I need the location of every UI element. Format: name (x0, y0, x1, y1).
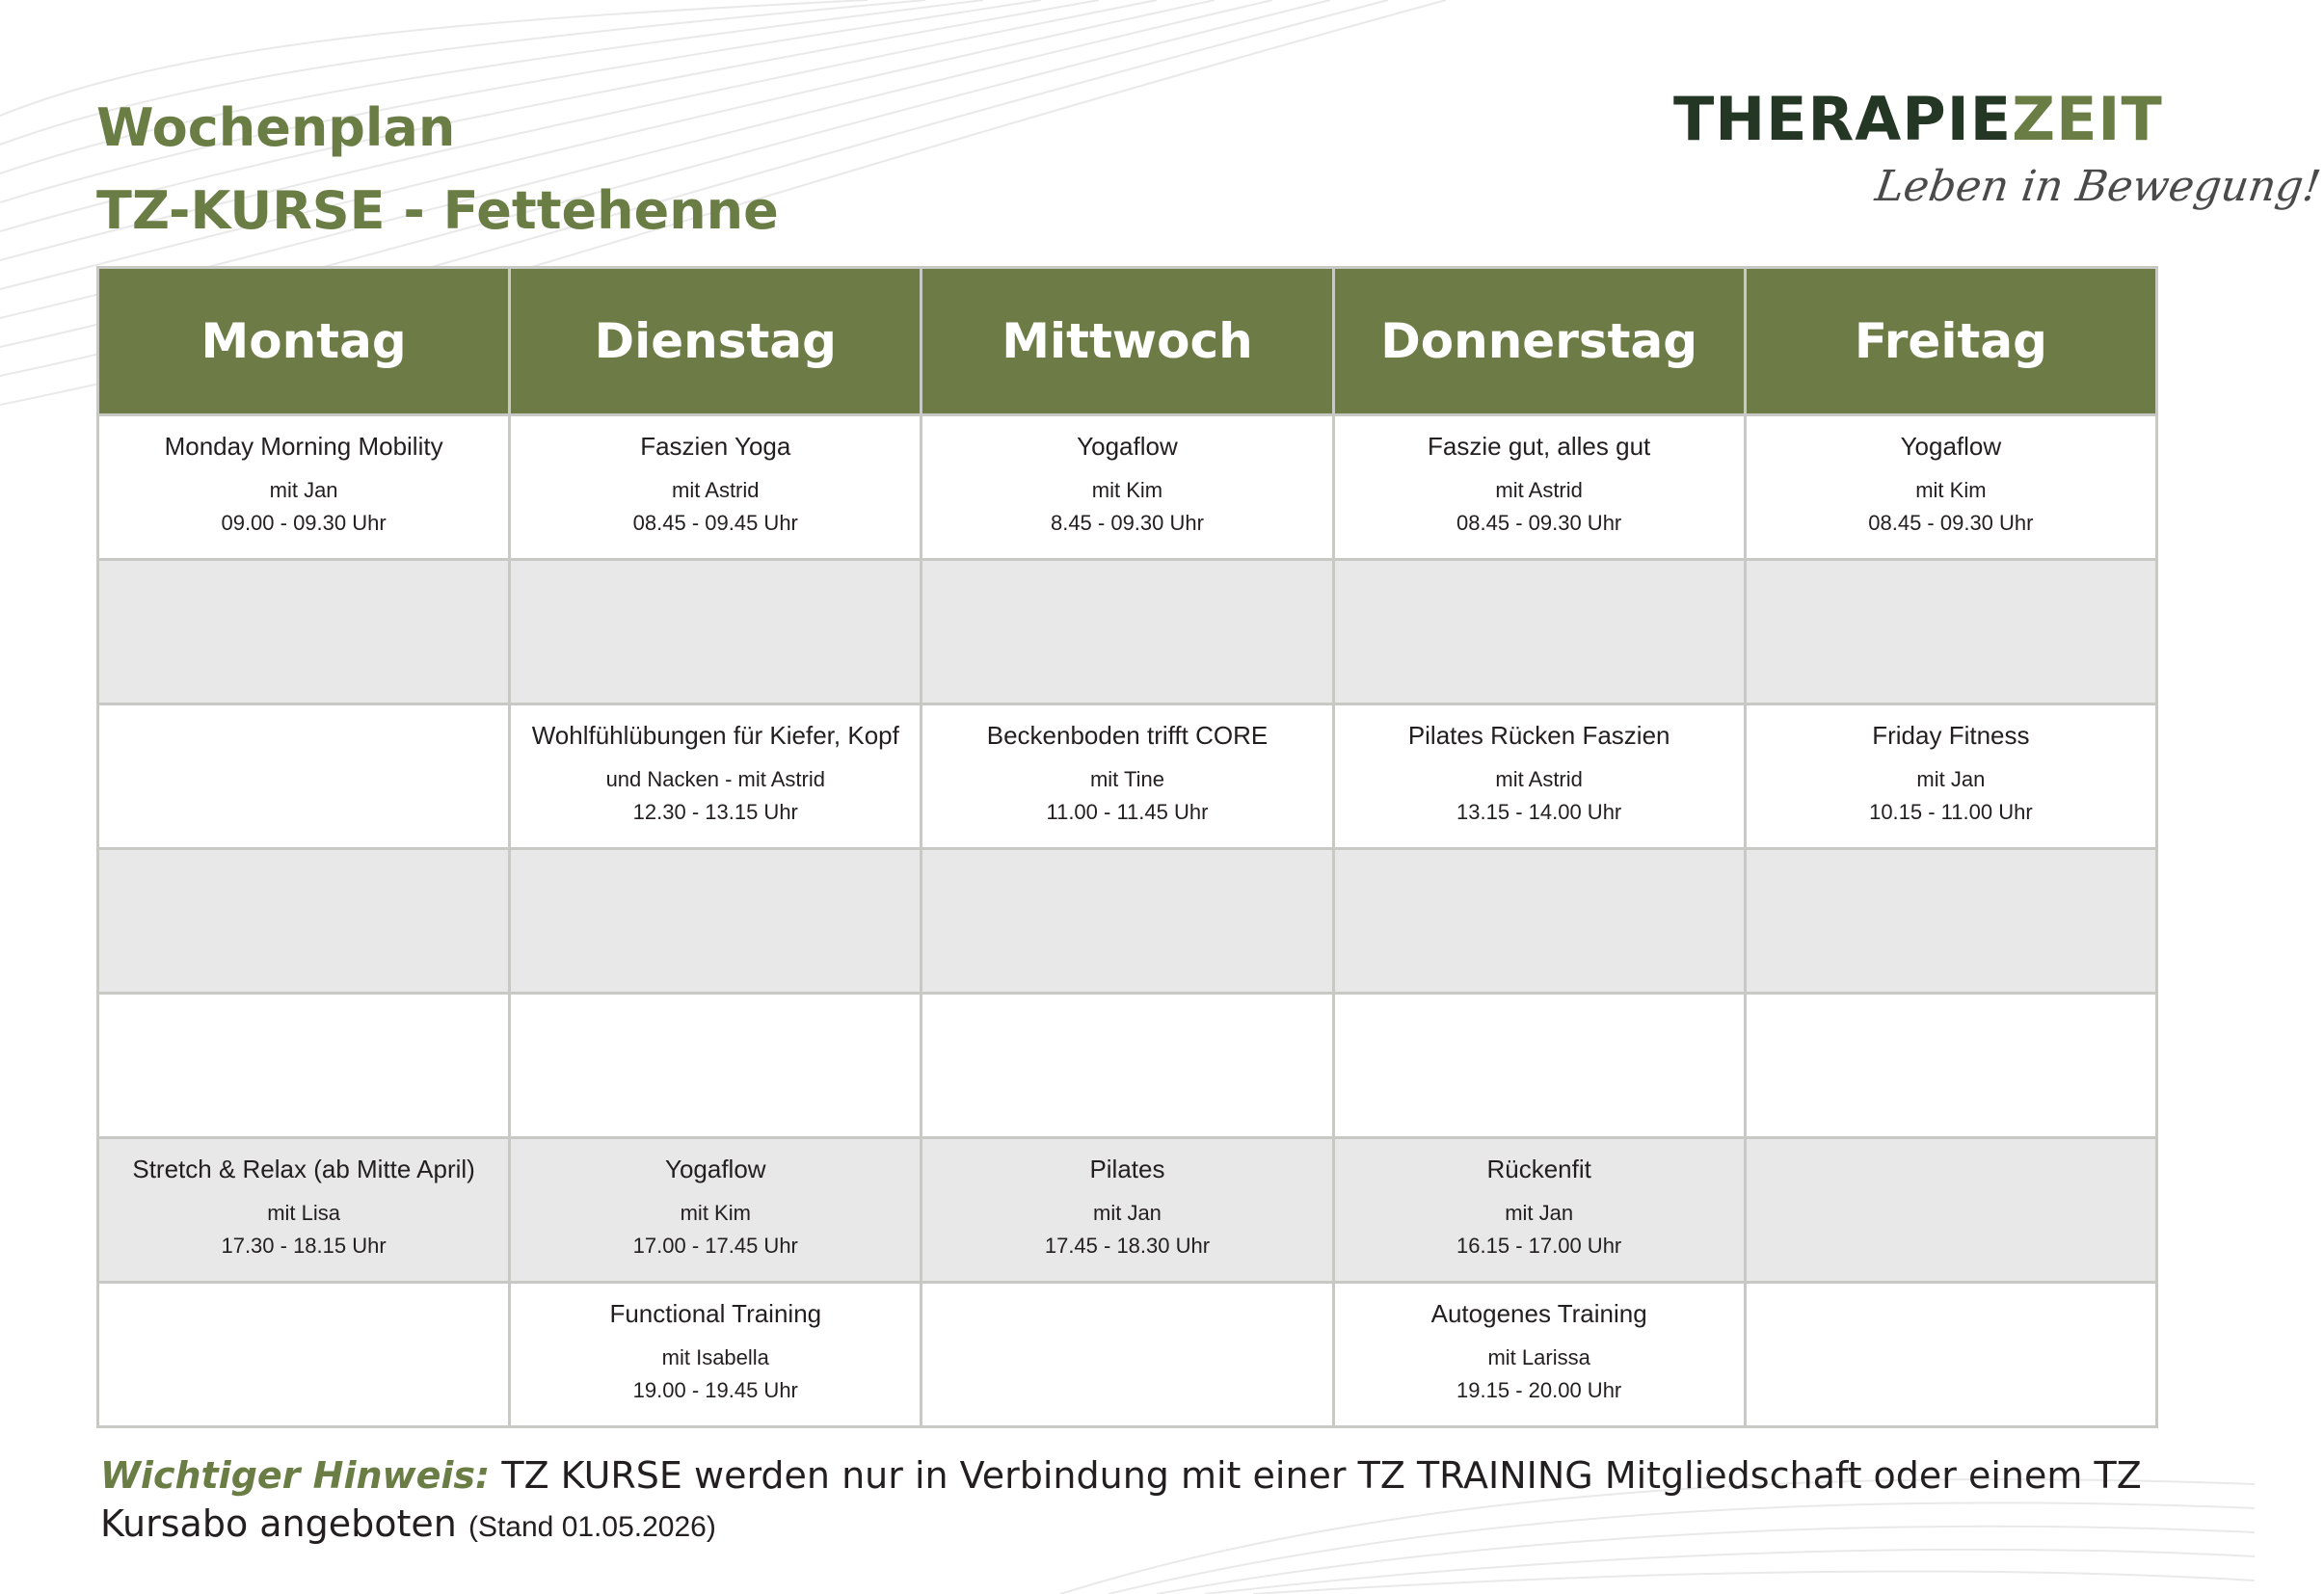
course-cell (922, 849, 1333, 994)
course-details (511, 1197, 920, 1262)
course-trainer: mit Jan (269, 478, 338, 502)
day-header-donnerstag: Donnerstag (1333, 268, 1745, 415)
course-name: Autogenes Training (1430, 1299, 1647, 1328)
schedule-row (98, 704, 2157, 849)
title-line-2: TZ-KURSE - Fettehenne (96, 180, 779, 241)
course-name: Faszie gut, alles gut (1428, 432, 1651, 461)
course-cell (98, 415, 510, 560)
course-details (1747, 763, 2155, 829)
course-time: 11.00 - 11.45 Uhr (1046, 800, 1209, 824)
schedule-row (98, 415, 2157, 560)
course-time: 09.00 - 09.30 Uhr (221, 511, 387, 535)
course-trainer: mit Jan (1505, 1201, 1574, 1225)
course-name: Rückenfit (1486, 1155, 1591, 1183)
course-details (511, 763, 920, 829)
course-details (922, 763, 1331, 829)
schedule-row (98, 994, 2157, 1138)
course-details (1335, 1197, 1744, 1262)
schedule-row (98, 1283, 2157, 1427)
logo-tagline: Leben in Bewegung! (1872, 162, 2324, 211)
course-details (1335, 474, 1744, 540)
course-time: 08.45 - 09.30 Uhr (1868, 511, 2034, 535)
course-time: 12.30 - 13.15 Uhr (632, 800, 798, 824)
course-trainer: mit Larissa (1487, 1345, 1590, 1369)
course-details (99, 1197, 508, 1262)
title-line-1: Wochenplan (96, 97, 456, 158)
course-trainer: mit Jan (1093, 1201, 1162, 1225)
note-stand-date: (Stand 01.05.2026) (467, 1511, 716, 1543)
course-cell (1745, 704, 2156, 849)
schedule-row (98, 1138, 2157, 1283)
course-name: Pilates Rücken Faszien (1407, 721, 1670, 750)
course-name: Yogaflow (1900, 432, 2002, 461)
course-time: 10.15 - 11.00 Uhr (1869, 800, 2033, 824)
course-cell (510, 849, 922, 994)
course-cell (1333, 415, 1745, 560)
logo-wordmark (1673, 85, 2163, 154)
course-name: Faszien Yoga (640, 432, 791, 461)
course-details (511, 1342, 920, 1407)
course-trainer: mit Jan (1916, 767, 1986, 791)
course-cell (1745, 1283, 2156, 1427)
course-cell (1333, 1283, 1745, 1427)
note-label: Wichtiger Hinweis: (100, 1454, 491, 1497)
course-name: Yogaflow (1077, 432, 1178, 461)
course-cell (922, 994, 1333, 1138)
important-note (100, 1451, 2173, 1552)
course-cell (510, 1283, 922, 1427)
course-cell (922, 415, 1333, 560)
course-details (1747, 474, 2155, 540)
course-name: Pilates (1089, 1155, 1165, 1183)
day-header-dienstag: Dienstag (510, 268, 922, 415)
course-cell (1745, 1138, 2156, 1283)
course-cell (1745, 994, 2156, 1138)
course-details (99, 474, 508, 540)
course-time: 17.30 - 18.15 Uhr (221, 1234, 387, 1258)
course-trainer: mit Astrid (1495, 478, 1583, 502)
course-cell (98, 849, 510, 994)
schedule-row (98, 849, 2157, 994)
course-details (922, 1197, 1331, 1262)
course-time: 08.45 - 09.30 Uhr (1456, 511, 1622, 535)
course-name: Monday Morning Mobility (164, 432, 443, 461)
course-cell (922, 1283, 1333, 1427)
course-time: 17.00 - 17.45 Uhr (632, 1234, 798, 1258)
course-time: 8.45 - 09.30 Uhr (1050, 511, 1204, 535)
course-cell (510, 704, 922, 849)
course-time: 17.45 - 18.30 Uhr (1044, 1234, 1211, 1258)
course-name: Wohlfühlübungen für Kiefer, Kopf (531, 721, 899, 750)
course-cell (1745, 415, 2156, 560)
course-trainer: mit Lisa (267, 1201, 340, 1225)
course-trainer: mit Tine (1089, 767, 1164, 791)
therapiezeit-logo (1673, 84, 2324, 229)
course-cell (1745, 560, 2156, 704)
course-time: 19.15 - 20.00 Uhr (1456, 1378, 1622, 1402)
course-cell (1333, 849, 1745, 994)
course-time: 13.15 - 14.00 Uhr (1456, 800, 1622, 824)
day-header-freitag: Freitag (1745, 268, 2156, 415)
schedule-body (98, 415, 2157, 1427)
course-cell (510, 560, 922, 704)
course-time: 16.15 - 17.00 Uhr (1456, 1234, 1622, 1258)
day-header-mittwoch: Mittwoch (922, 268, 1333, 415)
course-cell (1333, 560, 1745, 704)
course-name: Stretch & Relax (ab Mitte April) (132, 1155, 475, 1183)
note-text: TZ KURSE werden nur in Verbindung mit einer TZ TRAINING Mitgliedschaft oder einem TZ Kursabo angeboten (100, 1454, 2142, 1545)
course-details (1335, 763, 1744, 829)
course-cell (98, 1283, 510, 1427)
course-cell (1745, 849, 2156, 994)
course-cell (922, 1138, 1333, 1283)
course-cell (922, 704, 1333, 849)
logo-name-part-1: THERAPIE (1673, 84, 2013, 154)
course-cell (922, 560, 1333, 704)
course-trainer: mit Kim (1915, 478, 1987, 502)
course-details (1335, 1342, 1744, 1407)
day-header-montag: Montag (98, 268, 510, 415)
course-cell (98, 994, 510, 1138)
course-cell (98, 704, 510, 849)
course-trainer: mit Astrid (672, 478, 760, 502)
course-name: Yogaflow (664, 1155, 766, 1183)
page-title (96, 87, 779, 252)
course-cell (510, 415, 922, 560)
course-cell (510, 994, 922, 1138)
course-trainer: mit Kim (1091, 478, 1163, 502)
course-cell (98, 1138, 510, 1283)
course-cell (1333, 704, 1745, 849)
course-name: Functional Training (609, 1299, 822, 1328)
course-cell (98, 560, 510, 704)
logo-name-part-2: ZEIT (2012, 84, 2163, 154)
course-trainer: mit Astrid (1495, 767, 1583, 791)
course-trainer: mit Kim (680, 1201, 751, 1225)
course-trainer: mit Isabella (661, 1345, 769, 1369)
schedule-row (98, 560, 2157, 704)
course-time: 19.00 - 19.45 Uhr (632, 1378, 798, 1402)
course-trainer: und Nacken - mit Astrid (605, 767, 825, 791)
course-cell (510, 1138, 922, 1283)
course-name: Beckenboden trifft CORE (986, 721, 1269, 750)
course-cell (1333, 994, 1745, 1138)
course-cell (1333, 1138, 1745, 1283)
weekly-schedule-table (96, 266, 2158, 1428)
course-name: Friday Fitness (1872, 721, 2030, 750)
day-header-row (98, 268, 2157, 415)
course-details (922, 474, 1331, 540)
course-time: 08.45 - 09.45 Uhr (632, 511, 798, 535)
course-details (511, 474, 920, 540)
